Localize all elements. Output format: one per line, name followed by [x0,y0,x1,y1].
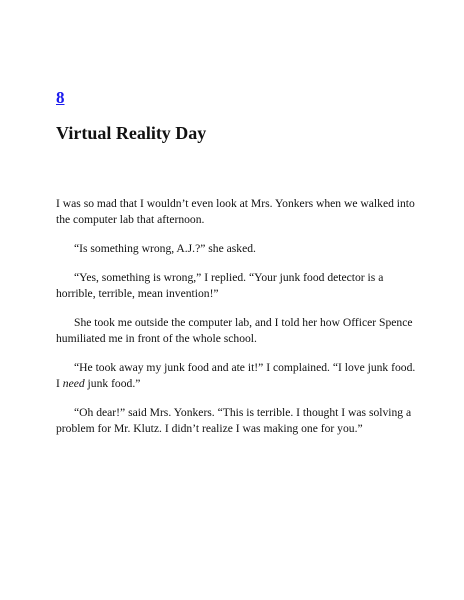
chapter-body [56,196,416,450]
paragraph-4: She took me outside the computer lab, and I told her how Officer Spence humiliated me in front of the whole school. [56,316,413,345]
paragraph-5-emphasis: need [62,377,85,390]
paragraph-3: “Yes, something is wrong,” I replied. “Your junk food detector is a horrible, terrible, mean invention!” [56,271,384,300]
paragraph-1: I was so mad that I wouldn’t even look at Mrs. Yonkers when we walked into the computer lab that afternoon. [56,197,415,226]
paragraph-5-before: “He took away my junk food and ate it!” I complained. “I love junk food. I [56,361,416,390]
chapter-number-link[interactable]: 8 [56,88,65,107]
paragraph-5-after: junk food.” [84,377,141,390]
chapter-title: Virtual Reality Day [56,123,207,143]
paragraph-2: “Is something wrong, A.J.?” she asked. [74,242,256,255]
paragraph-5 [56,360,416,392]
paragraph-6: “Oh dear!” said Mrs. Yonkers. “This is terrible. I thought I was solving a problem for Mr. Klutz. I didn’t realize I was making one for you.” [56,406,412,435]
